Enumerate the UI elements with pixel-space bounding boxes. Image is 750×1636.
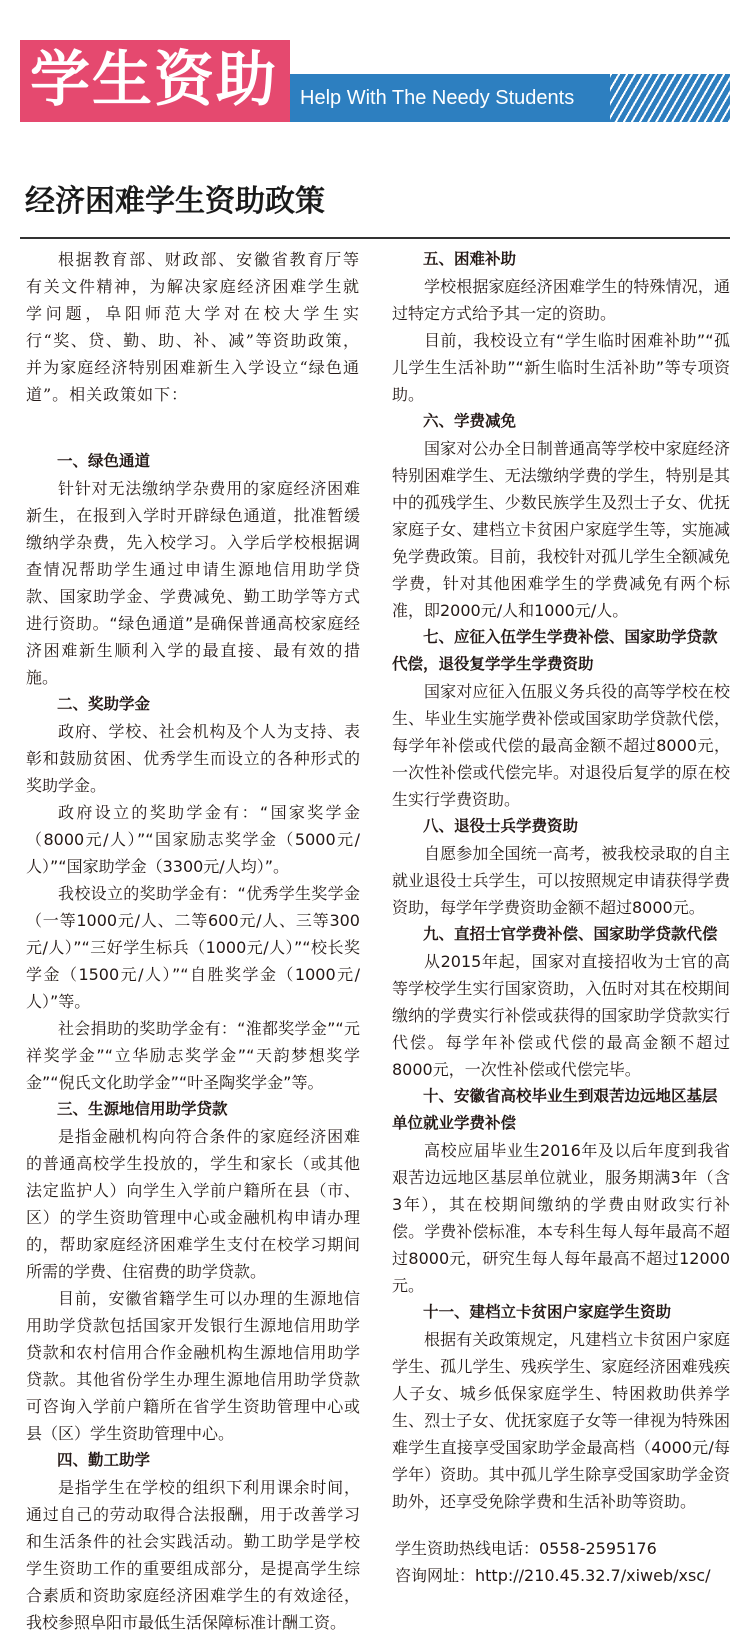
section-paragraph: 学校根据家庭经济困难学生的特殊情况，通过特定方式给予其一定的资助。 <box>392 277 730 323</box>
intro-paragraph: 根据教育部、财政部、安徽省教育厅等有关文件精神，为解决家庭经济困难学生就学问题，阜阳师范大学对在校大学生实行“奖、贷、勤、助、补、减”等资助政策，并为家庭经济特别困难新生入学设立“绿色通道”。相关政策如下： <box>26 250 360 404</box>
section-paragraph: 社会捐助的奖助学金有：“淮都奖学金”“元祥奖学金”“立华励志奖学金”“天韵梦想奖学金”“倪氏文化助学金”“叶圣陶奖学金”等。 <box>26 1019 360 1092</box>
section-paragraph: 是指金融机构向符合条件的家庭经济困难的普通高校学生投放的，学生和家长（或其他法定监护人）向学生入学前户籍所在县（市、区）的学生资助管理中心或金融机构申请办理的，帮助家庭经济困难学生支付在校学习期间所需的学费、住宿费的助学贷款。 <box>26 1127 360 1281</box>
section-heading: 四、勤工助学 <box>57 1451 151 1469</box>
header-title-cn: 学生资助 <box>30 45 278 115</box>
section-paragraph: 国家对应征入伍服义务兵役的高等学校在校生、毕业生实施学费补偿或国家助学贷款代偿，每学年补偿或代偿的最高金额不超过8000元，一次性补偿或代偿完毕。对退役后复学的原在校生实行学费资助。 <box>392 682 730 809</box>
header-blue-banner <box>290 74 730 122</box>
section-paragraph: 国家对公办全日制普通高等学校中家庭经济特别困难学生、无法缴纳学费的学生，特别是其中的孤残学生、少数民族学生及烈士子女、优抚家庭子女、建档立卡贫困户家庭学生等，实施减免学费政策。目前，我校针对孤儿学生全额减免学费，针对其他困难学生的学费减免有两个标准，即2000元/人和1000元/人。 <box>392 439 730 620</box>
section-heading: 七、应征入伍学生学费补偿、国家助学贷款代偿，退役复学学生学费资助 <box>392 628 718 673</box>
section-heading: 十一、建档立卡贫困户家庭学生资助 <box>423 1303 672 1321</box>
section-heading: 六、学费减免 <box>423 412 517 430</box>
section-heading: 二、奖助学金 <box>57 695 151 713</box>
section-paragraph: 根据有关政策规定，凡建档立卡贫困户家庭学生、孤儿学生、残疾学生、家庭经济困难残疾人子女、城乡低保家庭学生、特困救助供养学生、烈士子女、优抚家庭子女等一律视为特殊困难学生直接享受国家助学金最高档（4000元/每学年）资助。其中孤儿学生除享受国家助学金资助外，还享受免除学费和生活补助等资助。 <box>392 1330 730 1511</box>
section-paragraph: 自愿参加全国统一高考，被我校录取的自主就业退役士兵学生，可以按照规定申请获得学费资助，每学年学费资助金额不超过8000元。 <box>392 844 730 917</box>
section-heading: 九、直招士官学费补偿、国家助学贷款代偿 <box>423 925 718 943</box>
header-stripes-decoration <box>610 74 730 122</box>
hotline-text: 学生资助热线电话：0558-2595176 <box>395 1539 657 1558</box>
section-paragraph: 政府设立的奖助学金有：“国家奖学金（8000元/人）”“国家励志奖学金（5000元/人）”“国家助学金（3300元/人均）”。 <box>26 803 360 876</box>
section-paragraph: 目前，我校设立有“学生临时困难补助”“孤儿学生生活补助”“新生临时生活补助”等专项资助。 <box>392 331 730 404</box>
header-pink-banner <box>20 40 290 122</box>
section-paragraph: 我校设立的奖助学金有：“优秀学生奖学金（一等1000元/人、二等600元/人、三等300元/人）”“三好学生标兵（1000元/人）”“校长奖学金（1500元/人）”“自胜奖学金（1000元/人）”等。 <box>26 884 360 1011</box>
section-paragraph: 目前，安徽省籍学生可以办理的生源地信用助学贷款包括国家开发银行生源地信用助学贷款和农村信用合作金融机构生源地信用助学贷款。其他省份学生办理生源地信用助学贷款可咨询入学前户籍所在省学生资助管理中心或县（区）学生资助管理中心。 <box>26 1289 360 1443</box>
section-heading: 八、退役士兵学费资助 <box>423 817 579 835</box>
page-title: 经济困难学生资助政策 <box>25 184 325 219</box>
section-paragraph: 从2015年起，国家对直接招收为士官的高等学校学生实行国家资助，入伍时对其在校期间缴纳的学费实行补偿或获得的国家助学贷款实行代偿。每学年补偿或代偿的最高金额不超过8000元，一次性补偿或代偿完毕。 <box>392 952 730 1079</box>
contact-info <box>392 1535 730 1589</box>
section-heading: 三、生源地信用助学贷款 <box>57 1100 228 1118</box>
title-divider <box>20 237 730 239</box>
section-heading: 五、困难补助 <box>423 250 517 268</box>
section-paragraph: 是指学生在学校的组织下利用课余时间，通过自己的劳动取得合法报酬，用于改善学习和生活条件的社会实践活动。勤工助学是学校学生资助工作的重要组成部分，是提高学生综合素质和资助家庭经济困难学生的有效途径，我校参照阜阳市最低生活保障标准计酬工资。 <box>26 1478 360 1632</box>
section-paragraph: 政府、学校、社会机构及个人为支持、表彰和鼓励贫困、优秀学生而设立的各种形式的奖助学金。 <box>26 722 360 795</box>
section-paragraph: 高校应届毕业生2016年及以后年度到我省艰苦边远地区基层单位就业，服务期满3年（含3年），其在校期间缴纳的学费由财政实行补偿。学费补偿标准，本专科生每人每年最高不超过8000元，研究生每人每年最高不超过12000元。 <box>392 1141 730 1295</box>
intro <box>26 246 360 408</box>
website-link[interactable]: 咨询网址：http://210.45.32.7/xiweb/xsc/ <box>395 1566 711 1585</box>
header-title-en: Help With The Needy Students <box>300 87 575 109</box>
section-paragraph: 针针对无法缴纳学杂费用的家庭经济困难新生，在报到入学时开辟绿色通道，批准暂缓缴纳学杂费，先入校学习。入学后学校根据调查情况帮助学生通过申请生源地信用助学贷款、国家助学金、学费减免、勤工助学等方式进行资助。“绿色通道”是确保普通高校家庭经济困难新生顺利入学的最直接、最有效的措施。 <box>26 479 360 687</box>
left-column <box>26 246 360 1636</box>
right-column <box>392 246 730 1589</box>
section-heading: 一、绿色通道 <box>57 452 151 470</box>
section-heading: 十、安徽省高校毕业生到艰苦边远地区基层单位就业学费补偿 <box>392 1087 718 1132</box>
